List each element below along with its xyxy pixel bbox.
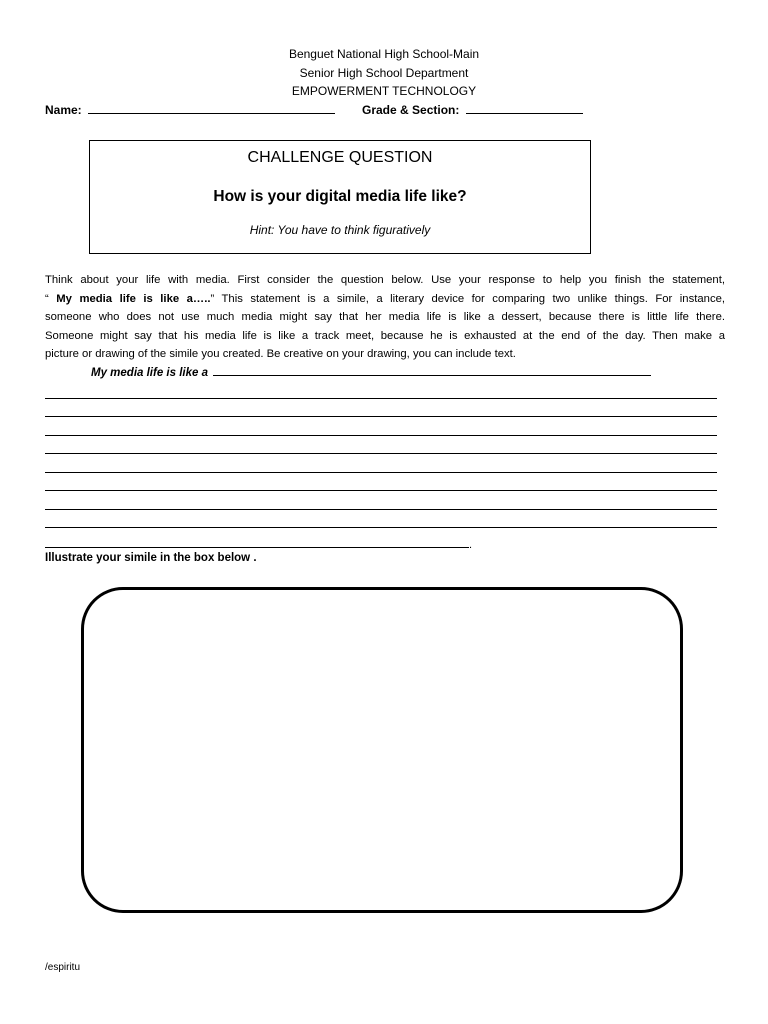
last-answer-line [45, 536, 472, 551]
instruction-line-3: someone who does not use much media might say that her media life is like a dessert, because there is little life there. [45, 311, 725, 323]
statement-starter: My media life is like a….. [56, 293, 211, 305]
challenge-box [89, 140, 591, 254]
student-info-row [45, 102, 725, 117]
instruction-line-2 [45, 290, 725, 309]
name-blank[interactable] [88, 102, 335, 114]
challenge-hint: Hint: You have to think figuratively [249, 223, 431, 237]
answer-line[interactable] [45, 490, 717, 491]
answer-line[interactable] [45, 416, 717, 417]
answer-line[interactable] [45, 509, 717, 510]
open-quote: “ [45, 293, 49, 305]
simile-prompt [91, 364, 651, 379]
instruction-line-5: picture or drawing of the simile you created. Be creative on your drawing, you can include text. [45, 348, 516, 360]
grade-section [362, 102, 583, 117]
grade-blank[interactable] [466, 102, 583, 114]
answer-line[interactable] [45, 453, 717, 454]
author-footer: /espiritu [45, 962, 81, 973]
simile-prompt-text: My media life is like a [91, 367, 208, 379]
answer-line[interactable] [45, 435, 717, 436]
instruction-line-4: Someone might say that his media life is like a track meet, because he is exhausted at the end of the day. Then make a [45, 330, 725, 342]
department-name: Senior High School Department [299, 66, 469, 80]
instruction-line-2-rest: ” This statement is a simile, a literary device for comparing two unlike things. For instance, [210, 293, 726, 305]
school-name: Benguet National High School-Main [288, 47, 480, 61]
subject-title: EMPOWERMENT TECHNOLOGY [291, 84, 477, 98]
answer-line[interactable] [45, 472, 717, 473]
simile-blank[interactable] [213, 364, 651, 376]
drawing-box[interactable] [81, 587, 683, 913]
challenge-title: CHALLENGE QUESTION [247, 149, 433, 166]
closing-period: . [469, 539, 473, 551]
challenge-question: How is your digital media life like? [213, 188, 467, 205]
answer-line[interactable] [45, 527, 717, 528]
instruction-line-1: Think about your life with media. First consider the question below. Use your response to help you finish the statement, [45, 274, 725, 286]
answer-line[interactable] [45, 398, 717, 399]
illustrate-instruction: Illustrate your simile in the box below . [45, 552, 257, 564]
name-label: Name: [45, 103, 82, 117]
last-answer-blank[interactable] [45, 536, 469, 548]
grade-label: Grade & Section: [362, 103, 460, 117]
